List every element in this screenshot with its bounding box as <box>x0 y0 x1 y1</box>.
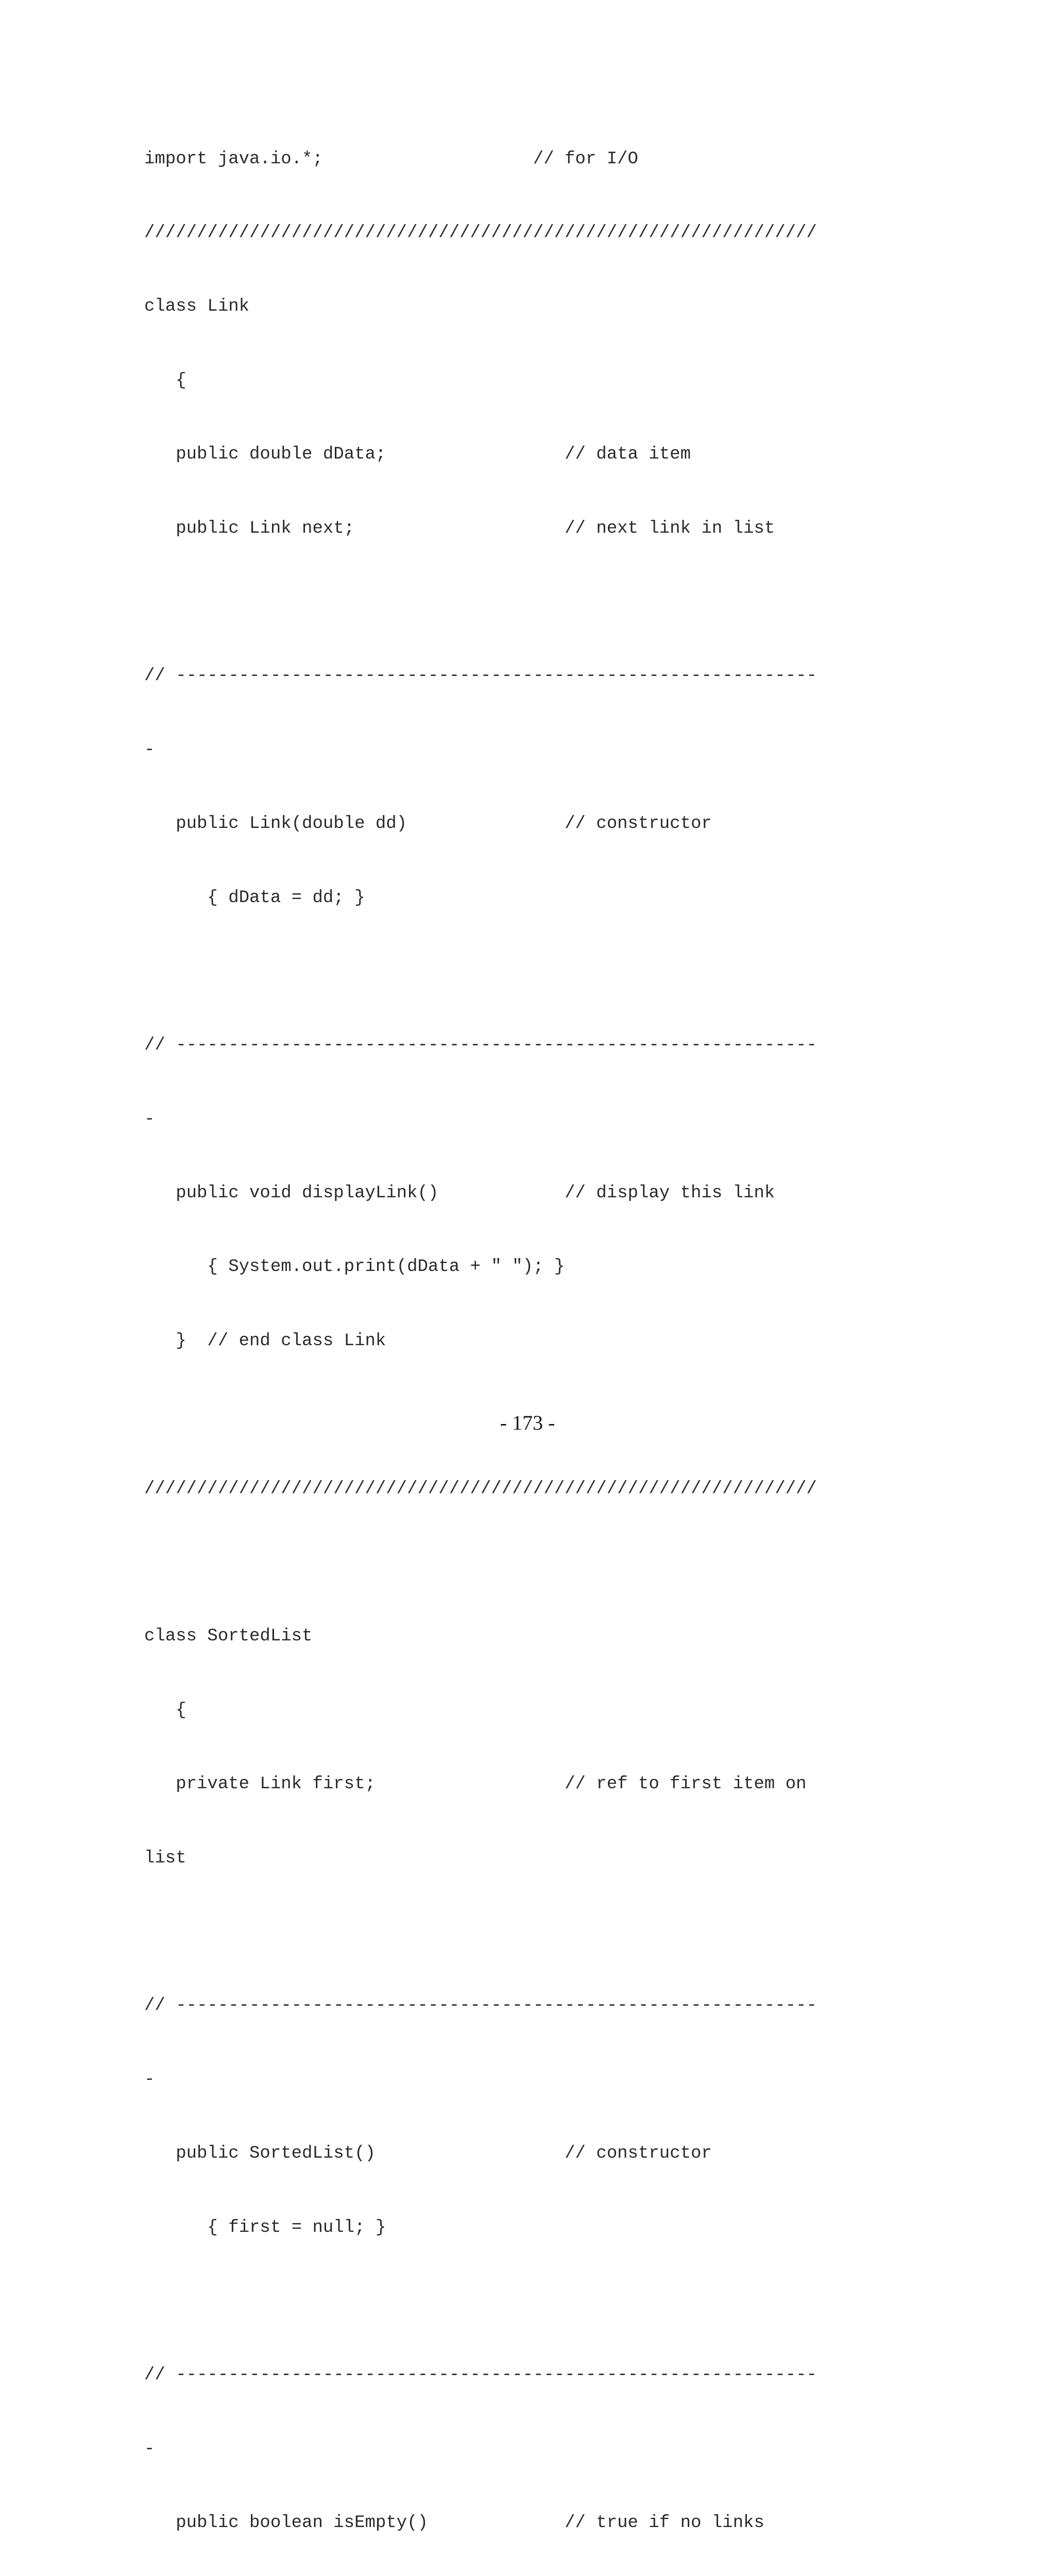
code-line: // ------------------------------------------------------------- <box>144 1036 817 1056</box>
code-line: //////////////////////////////////////////////////////////////// <box>144 223 817 243</box>
code-line: { first = null; } <box>144 2217 386 2238</box>
code-line: } // end class Link <box>144 1331 386 1351</box>
code-line: - <box>144 2439 155 2459</box>
code-line: // ------------------------------------------------------------- <box>144 1996 817 2016</box>
code-line <box>144 1551 968 1575</box>
code-line: // ------------------------------------------------------------- <box>144 666 817 686</box>
code-line: - <box>144 1109 155 1129</box>
page-number: - 173 - <box>500 1411 555 1434</box>
code-line: - <box>144 740 155 760</box>
code-line: // ------------------------------------------------------------- <box>144 2365 817 2385</box>
code-line: - <box>144 2070 155 2090</box>
code-line: public SortedList() // constructor <box>144 2144 712 2164</box>
code-listing <box>144 98 968 2576</box>
code-line: public void displayLink() // display this link <box>144 1183 775 1204</box>
code-line: import java.io.*; // for I/O <box>144 149 638 169</box>
code-line: //////////////////////////////////////////////////////////////// <box>144 1479 817 1499</box>
code-line: class Link <box>144 297 250 317</box>
code-line: private Link first; // ref to first item on <box>144 1774 807 1794</box>
code-line: list <box>144 1848 186 1868</box>
code-line <box>144 590 968 615</box>
code-line: { dData = dd; } <box>144 888 365 908</box>
code-line: class SortedList <box>144 1626 313 1647</box>
code-line: { <box>144 1700 186 1720</box>
code-line <box>144 960 968 985</box>
code-line: public double dData; // data item <box>144 445 691 465</box>
code-line <box>144 1920 968 1945</box>
code-line: public boolean isEmpty() // true if no links <box>144 2513 764 2533</box>
code-line: { System.out.print(dData + " "); } <box>144 1257 565 1277</box>
code-line <box>144 2290 968 2314</box>
code-line: public Link(double dd) // constructor <box>144 814 712 834</box>
code-line: public Link next; // next link in list <box>144 518 775 538</box>
code-line: { <box>144 370 186 391</box>
